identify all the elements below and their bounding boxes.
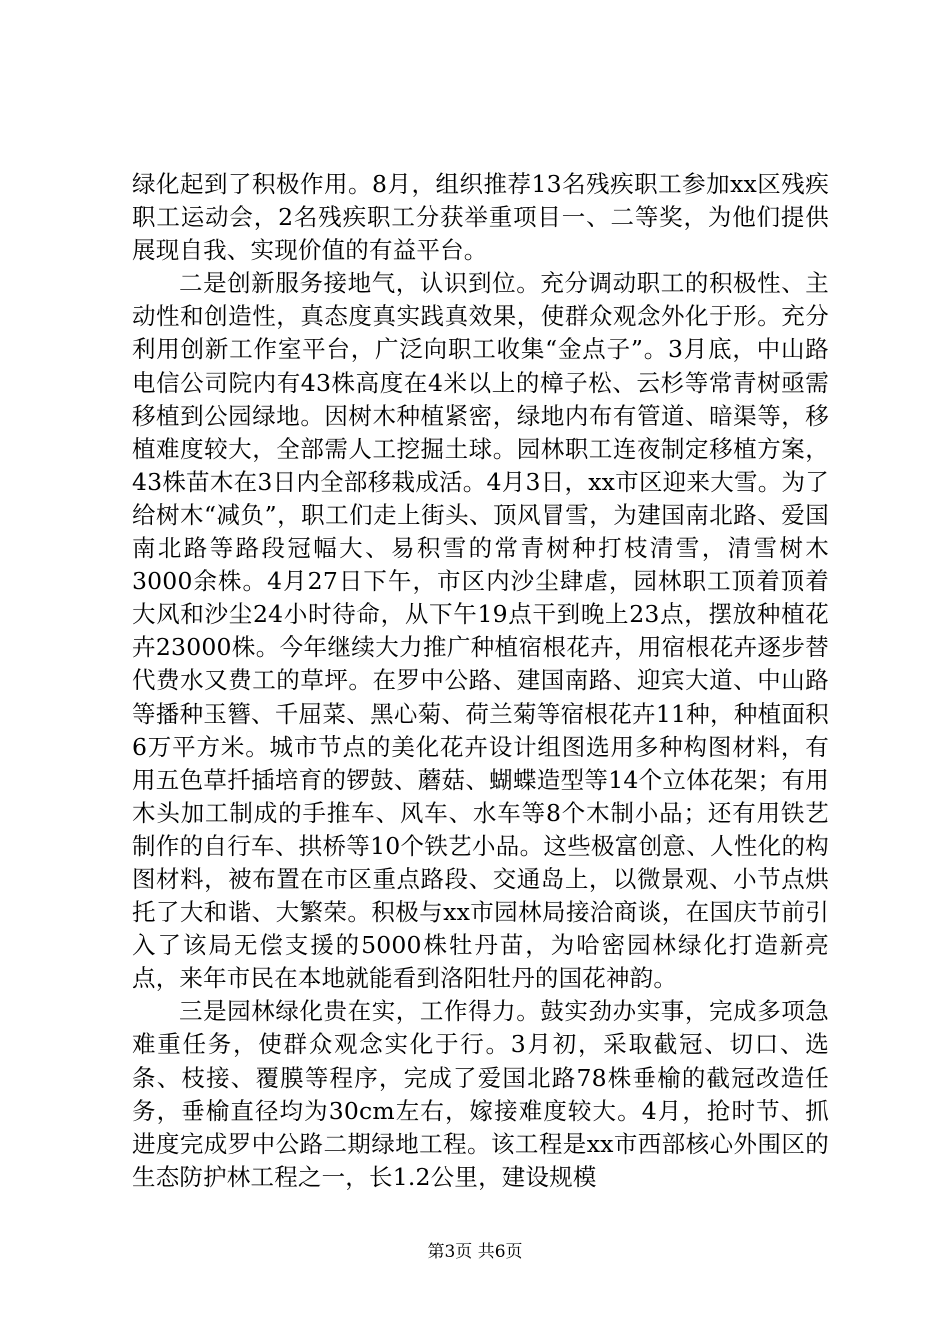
paragraph-2: 二是创新服务接地气，认识到位。充分调动职工的积极性、主动性和创造性，真态度真实践真效果，使群众观念外化于形。充分利用创新工作室平台，广泛向职工收集“金点子”。3月底，中山路电信公司院内有43株高度在4米以上的樟子松、云杉等常青树亟需移植到公园绿地。因树木种植紧密，绿地内布有管道、暗渠等，移植难度较大，全部需人工挖掘土球。园林职工连夜制定移植方案，43株苗木在3日内全部移栽成活。4月3日，xx市区迎来大雪。为了给树木“减负”，职工们走上街头、顶风冒雪，为建国南北路、爱国南北路等路段冠幅大、易积雪的常青树种打枝清雪，清雪树木3000余株。4月27日下午，市区内沙尘肆虐，园林职工顶着顶着大风和沙尘24小时待命，从下午19点干到晚上23点，摆放种植花卉23000株。今年继续大力推广种植宿根花卉，用宿根花卉逐步替代费水又费工的草坪。在罗中公路、建国南路、迎宾大道、中山路等播种玉簪、千屈菜、黑心菊、荷兰菊等宿根花卉11种，种植面积6万平方米。城市节点的美化花卉设计组图选用多种构图材料，有用五色草扦插培育的锣鼓、蘑菇、蝴蝶造型等14个立体花架；有用木头加工制成的手推车、风车、水车等8个木制小品；还有用铁艺制作的自行车、拱桥等10个铁艺小品。这些极富创意、人性化的构图材料，被布置在市区重点路段、交通岛上，以微景观、小节点烘托了大和谐、大繁荣。积极与xx市园林局接洽商谈，在国庆节前引入了该局无偿支援的5000株牡丹苗，为哈密园林绿化打造新亮点，来年市民在本地就能看到洛阳牡丹的国花神韵。: [132, 269, 829, 993]
document-body: [132, 168, 829, 1194]
page-footer: [0, 1240, 950, 1264]
paragraph-3: 三是园林绿化贵在实，工作得力。鼓实劲办实事，完成多项急难重任务，使群众观念实化于行。3月初，采取截冠、切口、选条、枝接、覆膜等程序，完成了爱国北路78株垂榆的截冠改造任务，垂榆直径均为30cm左右，嫁接难度较大。4月，抢时节、抓进度完成罗中公路二期绿地工程。该工程是xx市西部核心外围区的生态防护林工程之一，长1.2公里，建设规模: [132, 997, 829, 1191]
paragraph-1: 绿化起到了积极作用。8月，组织推荐13名残疾职工参加xx区残疾职工运动会，2名残疾职工分获举重项目一、二等奖，为他们提供展现自我、实现价值的有益平台。: [132, 170, 829, 265]
page-number: 第3页 共6页: [427, 1242, 523, 1262]
